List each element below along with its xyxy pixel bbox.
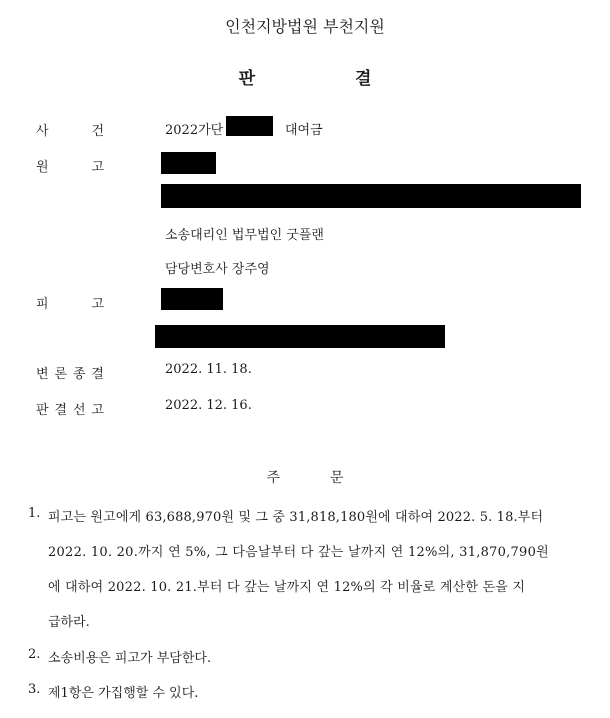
- defendant-label-char: 피: [36, 297, 49, 312]
- plaintiff-counsel: 소송대리인 법무법인 굿플랜: [165, 228, 324, 243]
- case-label: [36, 120, 104, 139]
- order-item-2-number: 2.: [28, 647, 41, 662]
- verdict-label-char: 판: [36, 403, 49, 418]
- plaintiff-attorney: 담당변호사 장주영: [165, 262, 270, 277]
- plaintiff-label: [36, 156, 104, 175]
- order-item-1-line-2: 2022. 10. 20.까지 연 5%, 그 다음날부터 다 갚는 날까지 연 12%의, 31,870,790원: [48, 545, 549, 560]
- court-name: 인천지방법원 부천지원: [225, 17, 385, 36]
- verdict-label: [36, 399, 104, 418]
- hearing-label-char: 변: [36, 367, 49, 382]
- order-item-3-text: 제1항은 가집행할 수 있다.: [48, 686, 199, 701]
- hearing-date: 2022. 11. 18.: [165, 362, 252, 377]
- hearing-label-char: 결: [91, 367, 104, 382]
- verdict-label-char: 고: [91, 403, 104, 418]
- plaintiff-label-char: 원: [36, 160, 49, 175]
- plaintiff-label-char: 고: [91, 160, 104, 175]
- case-name: 대여금: [285, 123, 323, 138]
- order-item-1-line-1-text: 피고는 원고에게 63,688,970원 및 그 중 31,818,180원에 대하여 2022. 5. 18.부터: [48, 510, 544, 525]
- order-title-char-2: 문: [330, 470, 344, 486]
- order-item-1-number: 1.: [28, 506, 41, 521]
- hearing-label-char: 론: [54, 367, 68, 382]
- verdict-label-char: 선: [72, 403, 86, 418]
- case-label-char: 사: [36, 124, 49, 139]
- order-item-3-number: 3.: [28, 682, 41, 697]
- hearing-label-char: 종: [72, 367, 86, 382]
- verdict-label-char: 결: [54, 403, 68, 418]
- redacted-defendant-address: [155, 325, 445, 348]
- case-label-char: 건: [91, 124, 104, 139]
- hearing-label: [36, 363, 104, 382]
- defendant-label-char: 고: [91, 297, 104, 312]
- title-char-1: 판: [238, 69, 255, 89]
- case-number-prefix: 2022가단: [165, 123, 224, 138]
- verdict-date: 2022. 12. 16.: [165, 398, 252, 413]
- redacted-plaintiff-address: [161, 184, 581, 208]
- title-char-2: 결: [355, 69, 372, 89]
- order-item-2-text: 소송비용은 피고가 부담한다.: [48, 651, 212, 666]
- order-item-1-line-3: 에 대하여 2022. 10. 21.부터 다 갚는 날까지 연 12%의 각 비율로 계산한 돈을 지: [48, 580, 526, 595]
- order-item-1-line-4: 급하라.: [48, 615, 90, 630]
- redacted-plaintiff-name: [161, 152, 216, 174]
- order-title: [0, 467, 610, 487]
- redacted-defendant-name: [161, 288, 223, 310]
- redacted-case-number: [226, 116, 273, 136]
- order-item-1-line-1: [48, 506, 583, 525]
- defendant-label: [36, 293, 104, 312]
- order-title-char-1: 주: [266, 470, 280, 486]
- document-title: [0, 64, 610, 89]
